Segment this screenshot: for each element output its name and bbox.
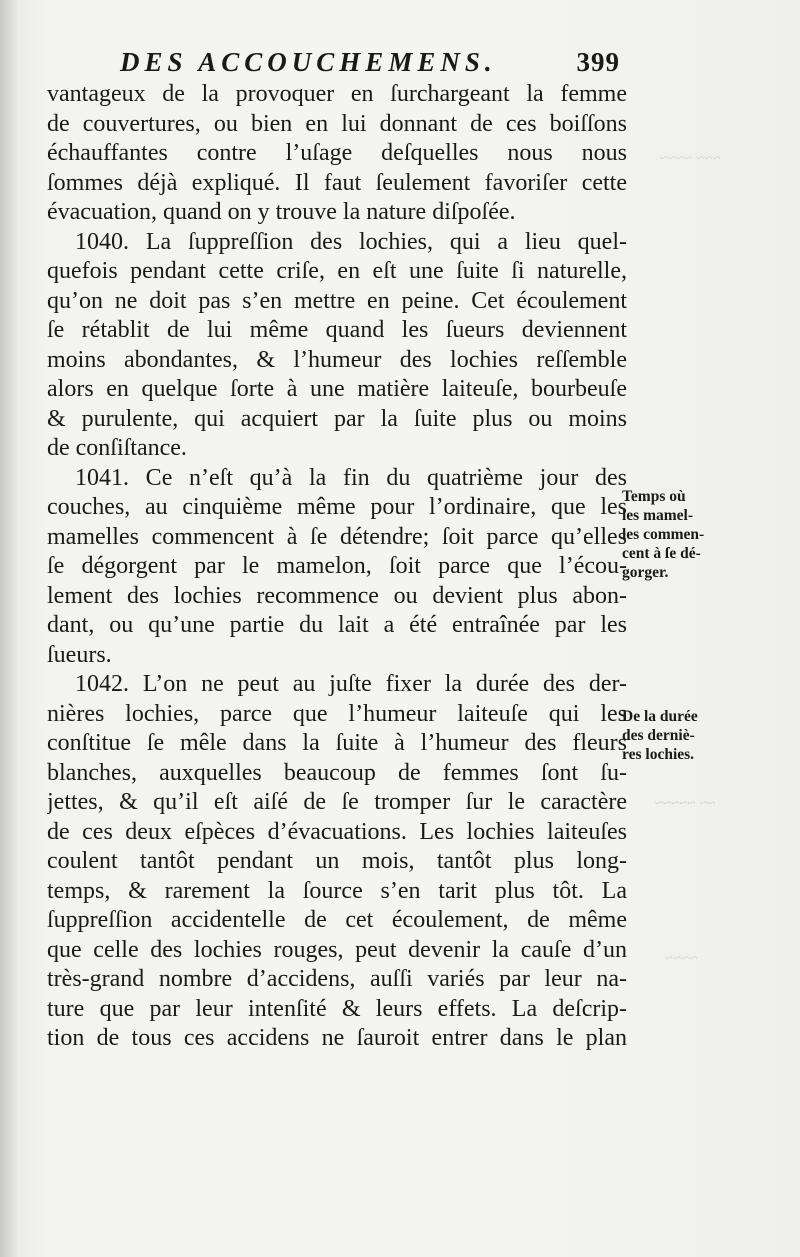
text-line: de couvertures, ou bien en lui donnant de ces boiſſons <box>47 110 627 137</box>
margin-note-line: des derniè- <box>622 727 695 744</box>
text-line: de conſiſtance. <box>47 435 187 461</box>
margin-note-line: les mamel- <box>622 507 694 524</box>
running-title: DES ACCOUCHEMENS. <box>120 47 497 77</box>
text-line: conſtitue ſe mêle dans la ſuite à l’humeur des fleurs <box>47 730 627 756</box>
gutter-shadow <box>0 0 18 1257</box>
text-line: de ces deux eſpèces d’évacuations. Les lochies laiteuſes <box>47 818 627 845</box>
page-number: 399 <box>576 47 620 77</box>
text-line: temps, & rarement la ſource s’en tarit plus tôt. La <box>47 877 627 904</box>
text-line: coulent tantôt pendant un mois, tantôt plus long- <box>47 848 627 874</box>
text-line: quefois pendant cette criſe, en eſt une ſuite ſi naturelle, <box>47 258 627 284</box>
margin-note-line: les commen- <box>622 526 705 543</box>
running-head <box>120 42 620 82</box>
text-line: très-grand nombre d’accidens, auſſi variés par leur na- <box>47 966 627 992</box>
margin-note-line: cent à ſe dé- <box>622 545 701 562</box>
text-line: nières lochies, parce que l’humeur laiteuſe qui les <box>47 700 627 727</box>
show-through-marks: ~~~ ~~~~ <box>660 151 721 167</box>
text-line: évacuation, quand on y trouve la nature diſpoſée. <box>47 199 516 225</box>
text-line: ſueurs. <box>47 641 112 668</box>
text-line: ſommes déjà expliqué. Il faut ſeulement favoriſer cette <box>47 169 627 196</box>
text-line: & purulente, qui acquiert par la ſuite plus ou moins <box>47 405 627 432</box>
margin-note-mamelles <box>622 487 772 582</box>
text-line: ſe dégorgent par le mamelon, ſoit parce que l’écou- <box>47 553 627 579</box>
text-line: lement des lochies recommence ou devient plus abon- <box>47 582 627 609</box>
text-line: échauffantes contre l’uſage deſquelles nous nous <box>47 140 627 166</box>
margin-note-line: De la durée <box>622 708 698 725</box>
text-line: ture que par leur intenſité & leurs effets. La deſcrip- <box>47 995 627 1022</box>
margin-note-duree-lochies <box>622 707 772 764</box>
text-line: qu’on ne doit pas s’en mettre en peine. Cet écoulement <box>47 287 627 314</box>
show-through-marks: ~~ ~~~~~ <box>655 796 716 812</box>
text-line: que celle des lochies rouges, peut devenir la cauſe d’un <box>47 936 627 963</box>
text-line: mamelles commencent à ſe détendre; ſoit parce qu’elles <box>47 523 627 550</box>
text-line: 1041. Ce n’eſt qu’à la fin du quatrième jour des <box>75 464 627 491</box>
text-line: moins abondantes, & l’humeur des lochies reſſemble <box>47 346 627 373</box>
margin-note-line: res lochies. <box>622 746 695 763</box>
margin-note-line: gorger. <box>622 564 669 581</box>
text-line: 1040. La ſuppreſſion des lochies, qui a lieu quel- <box>75 228 627 255</box>
text-line: couches, au cinquième même pour l’ordinaire, que les <box>47 494 627 520</box>
text-line: blanches, auxquelles beaucoup de femmes ſont ſu- <box>47 759 627 786</box>
margin-note-line: Temps où <box>622 488 686 505</box>
show-through-marks: ~~~~ <box>665 951 698 967</box>
text-line: alors en quelque ſorte à une matière laiteuſe, bourbeuſe <box>47 376 627 402</box>
text-line: tion de tous ces accidens ne ſauroit entrer dans le plan <box>47 1025 627 1051</box>
text-line: jettes, & qu’il eſt aiſé de ſe tromper ſur le caractère <box>47 789 627 815</box>
text-line: ſe rétablit de lui même quand les ſueurs deviennent <box>47 317 627 343</box>
text-line: 1042. L’on ne peut au juſte fixer la durée des der- <box>75 671 627 697</box>
text-line: vantageux de la provoquer en ſurchargeant la femme <box>47 81 627 107</box>
text-line: dant, ou qu’une partie du lait a été entraînée par les <box>47 612 627 638</box>
text-line: ſuppreſſion accidentelle de cet écoulement, de même <box>47 907 627 933</box>
main-text-block <box>47 80 627 1054</box>
